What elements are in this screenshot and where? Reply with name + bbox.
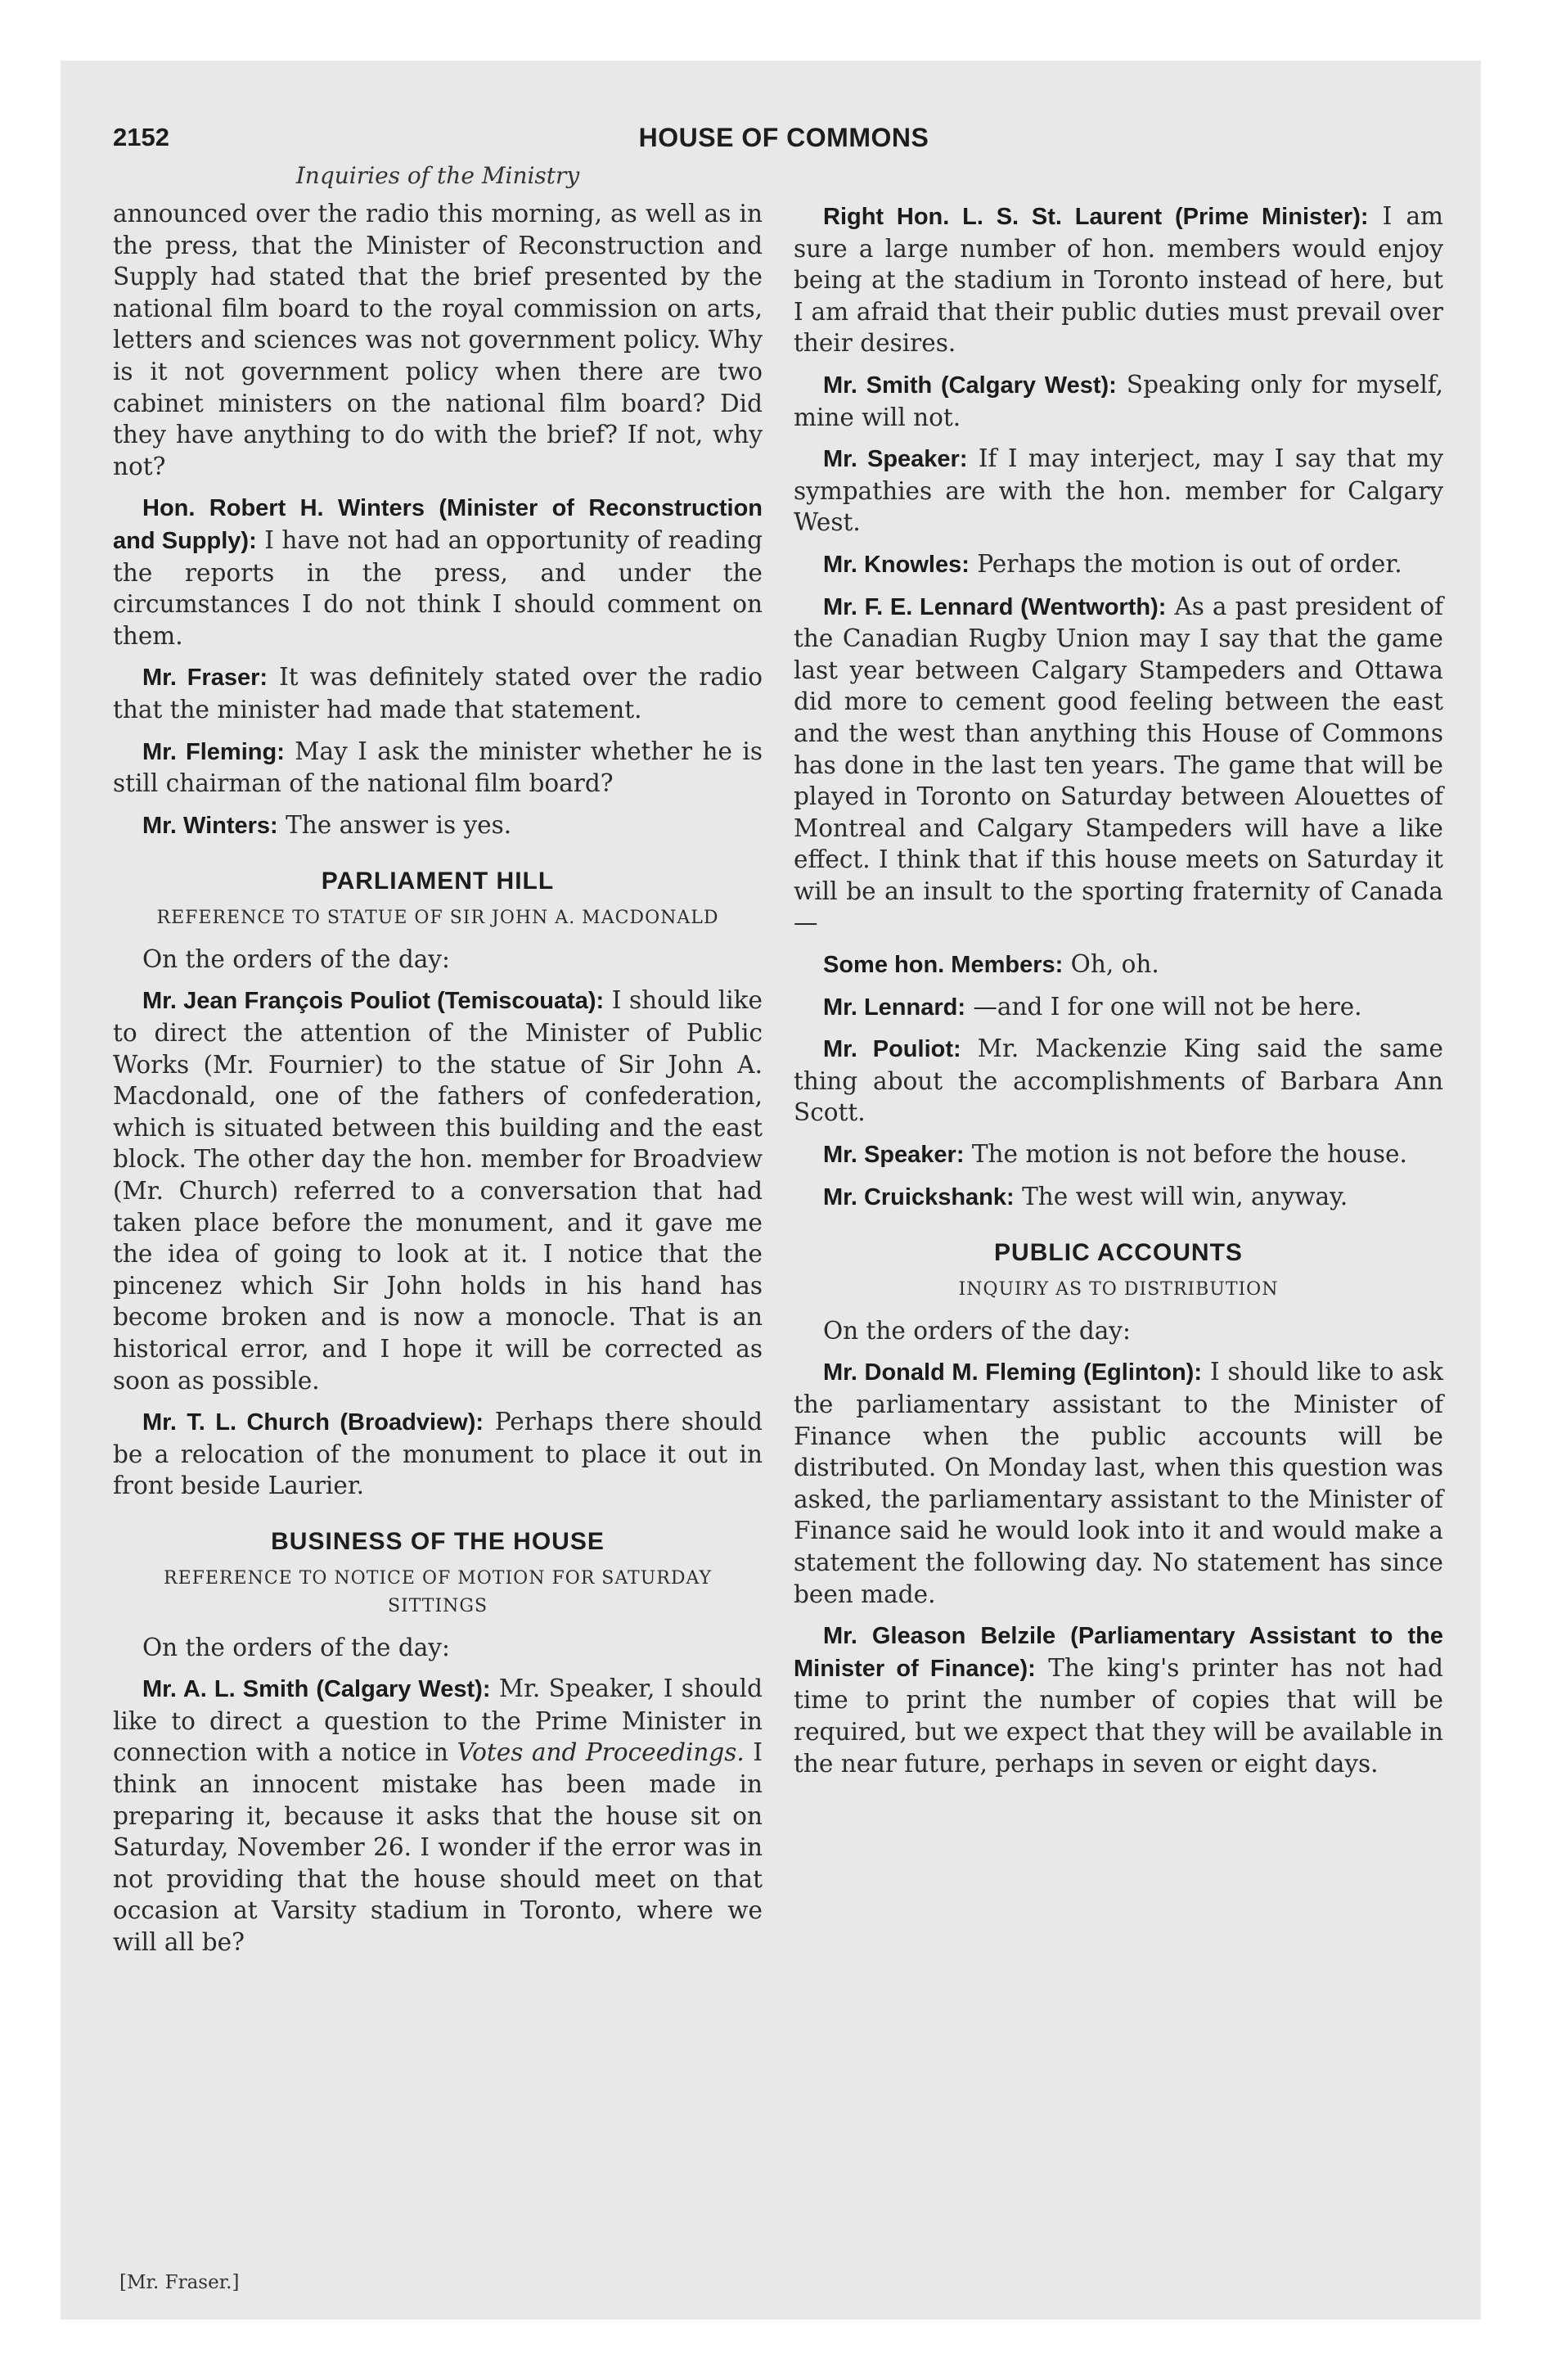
speech-text: The answer is yes. (277, 810, 512, 839)
speaker-name: Mr. Gleason Belzile (Parliamentary Assistant to the Minister of Finance): (794, 1623, 1443, 1682)
speaker-name: Mr. Lennard: (823, 994, 966, 1021)
orders-of-the-day: On the orders of the day: (142, 944, 450, 973)
section-running-subhead: Inquiries of the Ministry (295, 162, 580, 189)
left-column (113, 198, 763, 1968)
orders-of-the-day: On the orders of the day: (142, 1633, 450, 1661)
footer-speaker-note: [Mr. Fraser.] (119, 2272, 240, 2293)
speaker-name: Mr. T. L. Church (Broadview): (142, 1409, 484, 1436)
speech (113, 1406, 763, 1502)
speech (113, 809, 763, 842)
speech-text: I think an innocent mistake has been made in preparing it, because it asks that the house sit on Saturday, November 26. I wonder if the error was in not providing that the house should meet on that occasion at Varsity stadium in Toronto, where we will all be? (113, 1738, 763, 1956)
speaker-name: Mr. Cruickshank: (823, 1183, 1015, 1210)
speaker-name: Mr. Winters: (142, 812, 278, 839)
speaker-name: Right Hon. L. S. St. Laurent (Prime Minister): (823, 204, 1369, 230)
speech (794, 1138, 1443, 1171)
speech-text: Perhaps there should be a relocation of the monument to place it out in front beside Laurier. (113, 1408, 763, 1500)
section-heading: PARLIAMENT HILL (321, 868, 555, 895)
speech-text: The west will win, anyway. (1014, 1182, 1348, 1210)
speaker-name: Mr. Speaker: (823, 446, 968, 473)
section-subheading: REFERENCE TO NOTICE OF MOTION FOR SATURDAY SITTINGS (164, 1567, 712, 1616)
speech (794, 443, 1443, 539)
paragraph: announced over the radio this morning, as well as in the press, that the Minister of Reconstruction and Supply had stated that the brief presented by the national film board to the royal commission on arts, letters and sciences was not government policy. Why is it not government policy when there are two cabinet ministers on the national film board? Did they have anything to do with the brief? If not, why not? (113, 200, 763, 480)
section-subheading: REFERENCE TO STATUE OF SIR JOHN A. MACDONALD (156, 907, 719, 928)
speaker-name: Mr. Jean François Pouliot (Temiscouata): (142, 988, 605, 1015)
speech-text: I should like to ask the parliamentary assistant to the Minister of Finance when the public accounts will be distributed. On Monday last, when this question was asked, the parliamentary assistant to the Minister of Finance said he would look into it and would make a statement the following day. No statement has since been made. (794, 1358, 1443, 1608)
speech (794, 201, 1443, 359)
speaker-name: Hon. Robert H. Winters (Minister of Reconstruction and Supply): (113, 495, 763, 554)
speech-text: If I may interject, may I say that my sympathies are with the hon. member for Calgary West. (794, 444, 1443, 537)
speech-text: I have not had an opportunity of reading the reports in the press, and under the circumstances I do not think I should comment on them. (113, 525, 763, 650)
page-header (113, 123, 1455, 162)
speech (794, 591, 1443, 940)
speaker-name: Mr. Donald M. Fleming (Eglinton): (823, 1359, 1202, 1386)
speech-text: Perhaps the motion is out of order. (969, 549, 1402, 578)
speech-text: —and I for one will not be here. (965, 992, 1362, 1021)
speech (113, 492, 763, 651)
speech (113, 1673, 763, 1958)
speech-text: It was definitely stated over the radio that the minister had made that statement. (113, 663, 763, 723)
speech (794, 1356, 1443, 1610)
speech-text: Oh, oh. (1063, 950, 1159, 979)
speaker-name: Some hon. Members: (823, 952, 1064, 979)
speaker-name: Mr. Smith (Calgary West): (823, 372, 1117, 399)
hansard-page (113, 123, 1455, 2293)
orders-of-the-day: On the orders of the day: (823, 1316, 1131, 1345)
speaker-name: Mr. Speaker: (823, 1142, 965, 1169)
speech-text: The king's printer has not had time to print the number of copies that will be required, but we expect that they will be available in the near future, perhaps in seven or eight days. (794, 1653, 1443, 1778)
speech (794, 949, 1443, 981)
speech (113, 661, 763, 725)
speaker-name: Mr. F. E. Lennard (Wentworth): (823, 593, 1167, 620)
speech-text: The motion is not before the house. (964, 1140, 1407, 1169)
speech (794, 1620, 1443, 1779)
speech (794, 1181, 1443, 1214)
speaker-name: Mr. A. L. Smith (Calgary West): (142, 1676, 491, 1703)
section-subheading: INQUIRY AS TO DISTRIBUTION (958, 1278, 1279, 1300)
speech-text: May I ask the minister whether he is still chairman of the national film board? (113, 737, 763, 798)
speech-text: Mr. Mackenzie King said the same thing about the accomplishments of Barbara Ann Scott. (794, 1034, 1443, 1127)
speaker-name: Mr. Knowles: (823, 551, 970, 578)
speech (794, 548, 1443, 581)
publication-title: Votes and Proceedings. (457, 1738, 745, 1767)
page-number: 2152 (113, 123, 169, 151)
speech-text: Speaking only for myself, mine will not. (794, 370, 1443, 431)
speaker-name: Mr. Fleming: (142, 738, 285, 765)
speech (794, 991, 1443, 1024)
speech (113, 985, 763, 1396)
speech (794, 369, 1443, 433)
speech-text: Mr. Speaker, I should like to direct a question to the Prime Minister in connection with a notice in (113, 1675, 763, 1767)
running-head: HOUSE OF COMMONS (638, 123, 929, 152)
speech (794, 1033, 1443, 1129)
section-heading: BUSINESS OF THE HOUSE (271, 1527, 605, 1555)
right-column (794, 201, 1443, 1789)
section-heading: PUBLIC ACCOUNTS (994, 1239, 1243, 1267)
speaker-name: Mr. Pouliot: (823, 1036, 961, 1063)
speech-text: I am sure a large number of hon. members would enjoy being at the stadium in Toronto instead of here, but I am afraid that their public duties must prevail over their desires. (794, 202, 1444, 358)
speech-text: I should like to direct the attention of the Minister of Public Works (Mr. Fournier) to the statue of Sir John A. Macdonald, one of the fathers of confederation, which is situated between this building and the east block. The other day the hon. member for Broadview (Mr. Church) referred to a conversation that had taken place before the monument, and it gave me the idea of going to look at it. I notice that the pincenez which Sir John holds in his hand has become broken and is now a monocle. That is an historical error, and I hope it will be corrected as soon as possible. (113, 986, 763, 1395)
speaker-name: Mr. Fraser: (142, 665, 268, 692)
speech-text: As a past president of the Canadian Rugby Union may I say that the game last year between Calgary Stampeders and Ottawa did more to cement good feeling between the east and the west than anything this House of Commons has done in the last ten years. The game that will be played in Toronto on Saturday between Alouettes of Montreal and Calgary Stampeders will have a like effect. I think that if this house meets on Saturday it will be an insult to the sporting fraternity of Canada— (794, 592, 1444, 937)
speech (113, 736, 763, 800)
